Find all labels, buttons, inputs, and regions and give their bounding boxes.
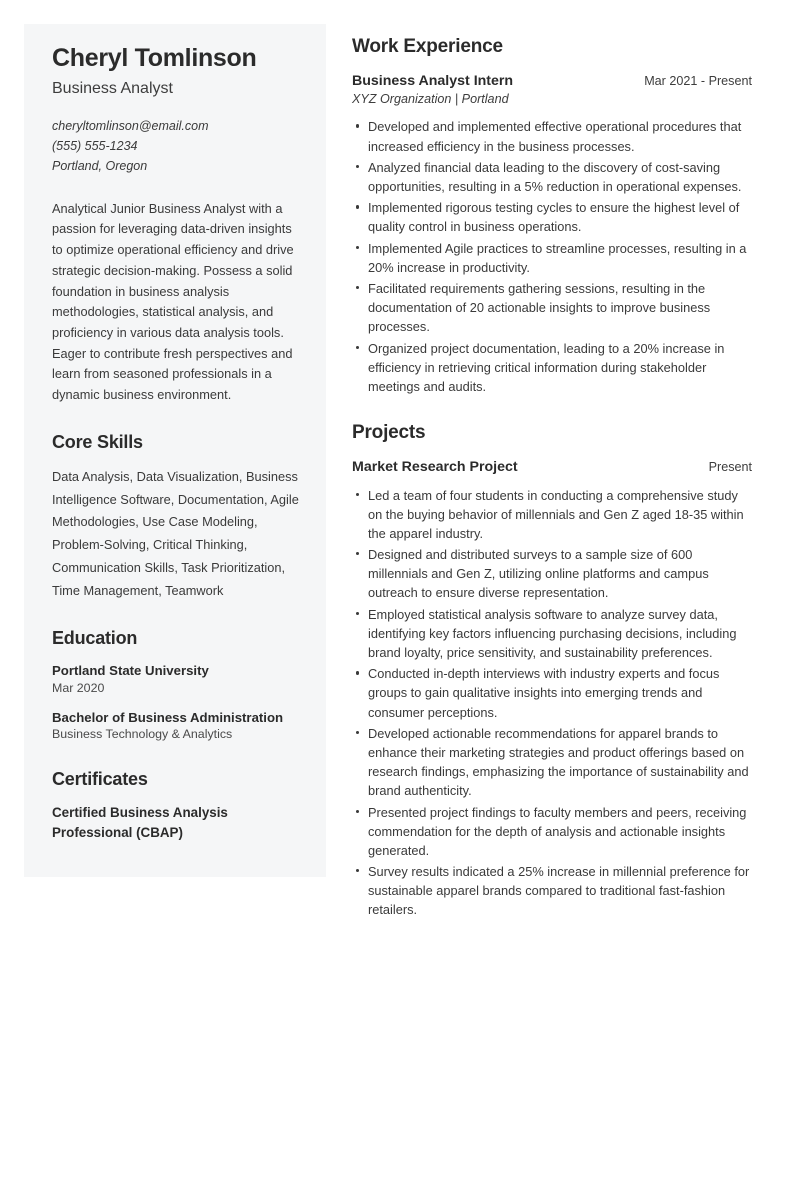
project-entry [352,458,752,920]
contact-location: Portland, Oregon [52,159,148,174]
projects-heading: Projects [352,422,426,444]
work-entry-header [352,72,752,90]
education-heading: Education [52,628,138,649]
contact-phone[interactable]: (555) 555-1234 [52,139,138,154]
professional-summary: Analytical Junior Business Analyst with a passion for leveraging data-driven insights to optimize operational efficiency and drive strategic decision-making. Possess a solid foundation in business analysis methodologies, statistical analysis, and proficiency in various data analysis tools. Eager to contribute fresh perspectives and learn from seasoned professionals in a dynamic business environment. [52,200,294,403]
certificate-item: Certified Business Analysis Professional (CBAP) [52,804,228,840]
list-item: Employed statistical analysis software to analyze survey data, identifying key factors influencing purchasing decisions, including brand loyalty, price sensitivity, and sustainability preferences. [352,605,752,663]
list-item: Conducted in-depth interviews with industry experts and focus groups to gain qualitative insights into emerging trends and consumer perceptions. [352,664,752,722]
list-item: Designed and distributed surveys to a sample size of 600 millennials and Gen Z, utilizing online platforms and campus outreach to ensure diverse representation. [352,545,752,603]
core-skills-list: Data Analysis, Data Visualization, Business Intelligence Software, Documentation, Agile Methodologies, Use Case Modeling, Problem-Solving, Critical Thinking, Communication Skills, Task Prioritization, Time Management, Teamwork [52,468,299,598]
candidate-job-title: Business Analyst [52,79,173,97]
work-experience-section [352,36,752,396]
list-item: Facilitated requirements gathering sessions, resulting in the documentation of 20 actionable insights to improve business processes. [352,279,752,337]
project-entry-date: Present [708,460,752,475]
education-entry [52,709,300,743]
education-entry [52,662,300,696]
project-entry-bullets [352,486,752,920]
work-entry-date: Mar 2021 - Present [644,74,752,88]
list-item: Analyzed financial data leading to the discovery of cost-saving opportunities, resulting in a 5% reduction in operational expenses. [352,158,752,196]
education-list [52,662,300,742]
list-item: Survey results indicated a 25% increase in millennial preference for sustainable apparel brands compared to traditional fast-fashion retailers. [352,862,752,920]
contact-email[interactable]: cheryltomlinson@email.com [52,118,209,133]
contact-block [52,116,300,177]
education-date: Mar 2020 [52,680,105,695]
certificates-heading: Certificates [52,768,148,789]
list-item: Developed actionable recommendations for apparel brands to enhance their marketing strategies and product offerings based on research findings, emphasizing the importance of sustainability and brand authenticity. [352,724,752,801]
list-item: Led a team of four students in conducting a comprehensive study on the buying behavior of millennials and Gen Z aged 18-35 within the apparel industry. [352,486,752,544]
list-item: Implemented rigorous testing cycles to ensure the highest level of quality control in business operations. [352,198,752,236]
list-item: Organized project documentation, leading to a 20% increase in efficiency in retrieving critical information during stakeholder meetings and audits. [352,339,752,397]
education-degree: Bachelor of Business Administration [52,709,284,725]
education-school: Portland State University [52,663,209,679]
main-column [352,36,752,922]
list-item: Presented project findings to faculty members and peers, receiving commendation for the depth of analysis and actionable insights generated. [352,803,752,861]
education-field: Business Technology & Analytics [52,726,233,741]
project-entry-title: Market Research Project [352,459,518,476]
work-experience-heading: Work Experience [352,36,503,57]
work-entry-title: Business Analyst Intern [352,73,514,89]
work-entry-organization: XYZ Organization | Portland [352,92,509,107]
candidate-name: Cheryl Tomlinson [52,44,257,72]
project-entry-header [352,458,752,476]
list-item: Implemented Agile practices to streamline processes, resulting in a 20% increase in productivity. [352,239,752,277]
work-entry-bullets [352,117,752,396]
sidebar [24,24,326,877]
core-skills-heading: Core Skills [52,431,143,452]
list-item: Developed and implemented effective operational procedures that increased efficiency in the business processes. [352,117,752,155]
work-experience-entry [352,72,752,396]
certificates-list [52,803,300,843]
projects-section [352,422,752,920]
